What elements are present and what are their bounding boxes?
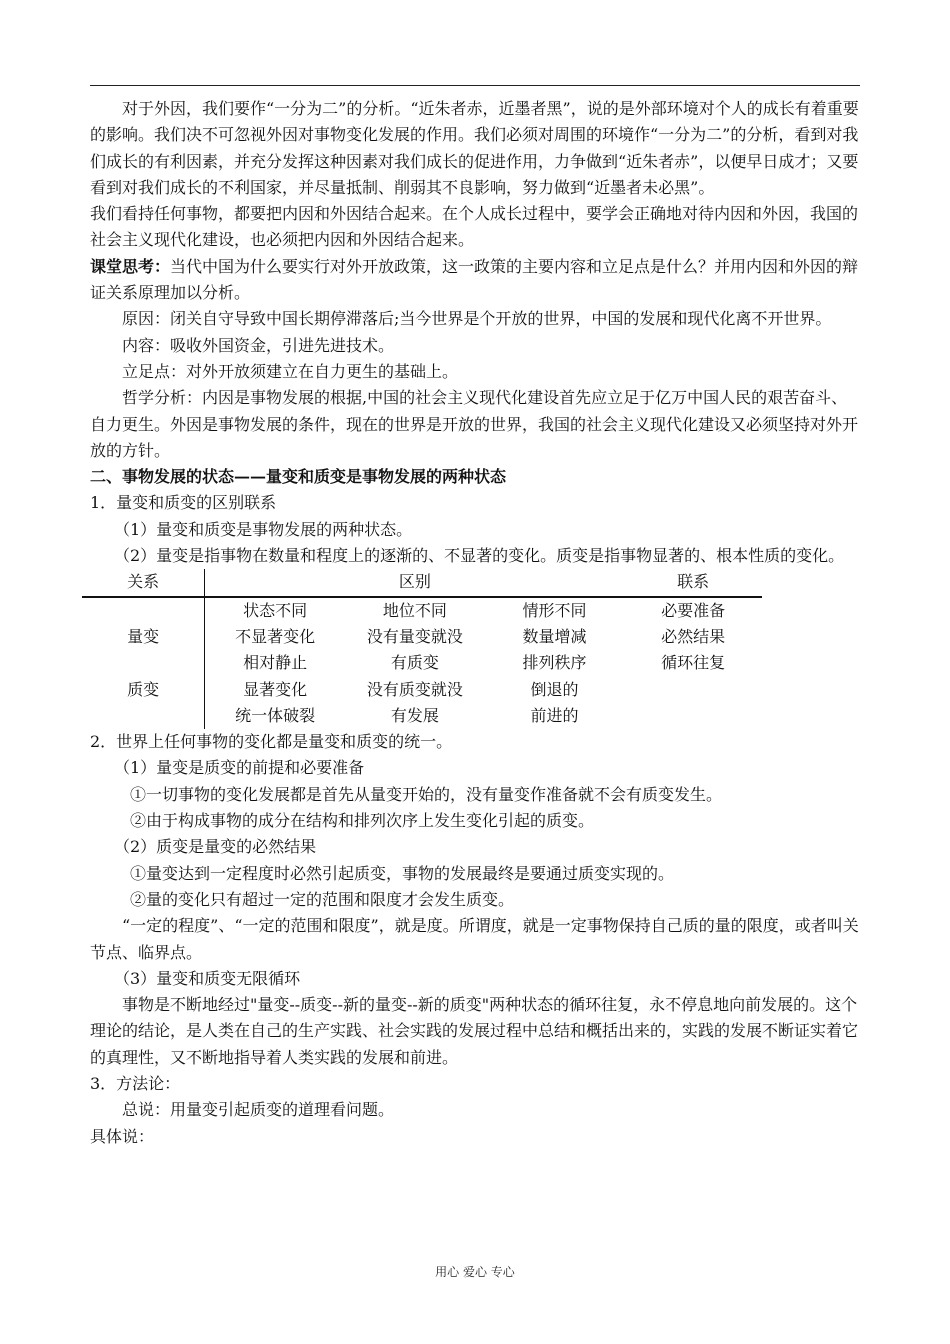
classroom-label: 课堂思考： [90,256,171,276]
item-2-2-b: ②量的变化只有超过一定的范围和限度才会发生质变。 [130,889,515,909]
header-relation: 关系 [82,569,205,596]
table-cell: 有发展 [390,705,439,725]
paragraph-external-cause: 对于外因，我们要作“一分为二”的分析。“近朱者赤，近墨者黑”，说的是外部环境对个人的成长有着重要的影响。我们决不可忽视外因对事物变化发展的作用。我们必须对周围的环境作“一分为二”的分析，看到对我们成长的有利因素，并充分发挥这种因素对我们成长的促进作用，力争做到“近朱者赤”，以便早日成才；又要看到对我们成长的不利国家，并尽量抵制、削弱其不良影响，努力做到“近墨者未必黑”。 [90,99,859,197]
table-cell: 情形不同 [522,600,587,620]
table-cell: 地位不同 [382,600,447,620]
table-cell: 必然结果 [661,626,726,646]
table-cell: 没有质变就没 [366,679,463,699]
item-1-2: （2）量变是指事物在数量和程度上的逐渐的、不显著的变化。质变是指事物显著的、根本性质的变化。 [114,546,845,566]
answer-reason: 原因：闭关自守导致中国长期停滞落后;当今世界是个开放的世界，中国的发展和现代化离不开世界。 [122,309,832,329]
methodology-specific: 具体说： [90,1126,155,1146]
answer-foothold: 立足点：对外开放须建立在自力更生的基础上。 [122,361,459,381]
item-2-2: （2）质变是量变的必然结果 [114,837,317,857]
table-row [82,677,762,703]
table-cell: 倒退的 [530,679,579,699]
table-row [82,624,762,650]
answer-content: 内容：吸收外国资金，引进先进技术。 [122,335,395,355]
answer-analysis: 哲学分析：内因是事物发展的根据,中国的社会主义现代化建设首先应立足于亿万中国人民的艰苦奋斗、自力更生。外因是事物发展的条件，现在的世界是开放的世界，我国的社会主义现代化建设又必须坚持对外开放的方针。 [90,388,859,460]
item-2-1-a: ①一切事物的变化发展都是首先从量变开始的，没有量变作准备就不会有质变发生。 [130,784,723,804]
table-row [82,703,762,729]
classroom-question [90,254,860,307]
header-connection: 联系 [624,569,762,596]
document-body [90,96,860,1150]
table-cell: 排列秩序 [522,653,587,673]
classroom-question-text: 当代中国为什么要实行对外开放政策，这一政策的主要内容和立足点是什么？并用内因和外因的辩证关系原理加以分析。 [90,256,859,303]
header-rule [90,85,860,86]
table-cell: 循环往复 [661,653,726,673]
paragraph-degree: “一定的程度”、“一定的范围和限度”，就是度。所谓度，就是一定事物保持自己质的量的限度，或者叫关节点、临界点。 [90,916,859,962]
item-2-1: （1）量变是质变的前提和必要准备 [114,758,365,778]
comparison-table [82,569,762,729]
item-2-3: （3）量变和质变无限循环 [114,968,301,988]
row-label-quantitative: 量变 [82,624,205,650]
table-cell: 数量增减 [522,626,587,646]
table-row [82,650,762,676]
table-cell: 显著变化 [243,679,308,699]
item-1-1: （1）量变和质变是事物发展的两种状态。 [114,519,413,539]
table-cell: 不显著变化 [235,626,316,646]
table-cell: 前进的 [530,705,579,725]
item-2: 2．世界上任何事物的变化都是量变和质变的统一。 [90,732,453,752]
paragraph-cycle: 事物是不断地经过"量变--质变--新的量变--新的质变"两种状态的循环往复，永不停息地向前发展的。这个理论的结论，是人类在自己的生产实践、社会实践的发展过程中总结和概括出来的，实践的发展不断证实着它的真理性，又不断地指导着人类实践的发展和前进。 [90,995,859,1067]
page-footer: 用心 爱心 专心 [435,1265,515,1279]
header-difference: 区别 [205,569,624,596]
paragraph-combine-causes: 我们看持任何事物，都要把内因和外因结合起来。在个人成长过程中，要学会正确地对待内因和外因，我国的社会主义现代化建设，也必须把内因和外因结合起来。 [90,204,859,250]
item-2-1-b: ②由于构成事物的成分在结构和排列次序上发生变化引起的质变。 [130,811,595,831]
methodology-summary: 总说：用量变引起质变的道理看问题。 [122,1100,395,1120]
table-row [82,597,762,624]
table-cell: 必要准备 [661,600,726,620]
row-label-qualitative: 质变 [82,677,205,703]
table-cell: 状态不同 [243,600,308,620]
section-2-title: 二、事物发展的状态——量变和质变是事物发展的两种状态 [90,467,507,487]
table-cell: 相对静止 [243,653,308,673]
item-1: 1．量变和质变的区别联系 [90,493,277,513]
table-cell: 没有量变就没 [366,626,463,646]
table-cell: 有质变 [390,653,439,673]
table-cell: 统一体破裂 [235,705,316,725]
table-header-row [82,569,762,596]
item-3: 3．方法论： [90,1073,181,1093]
item-2-2-a: ①量变达到一定程度时必然引起质变，事物的发展最终是要通过质变实现的。 [130,863,675,883]
